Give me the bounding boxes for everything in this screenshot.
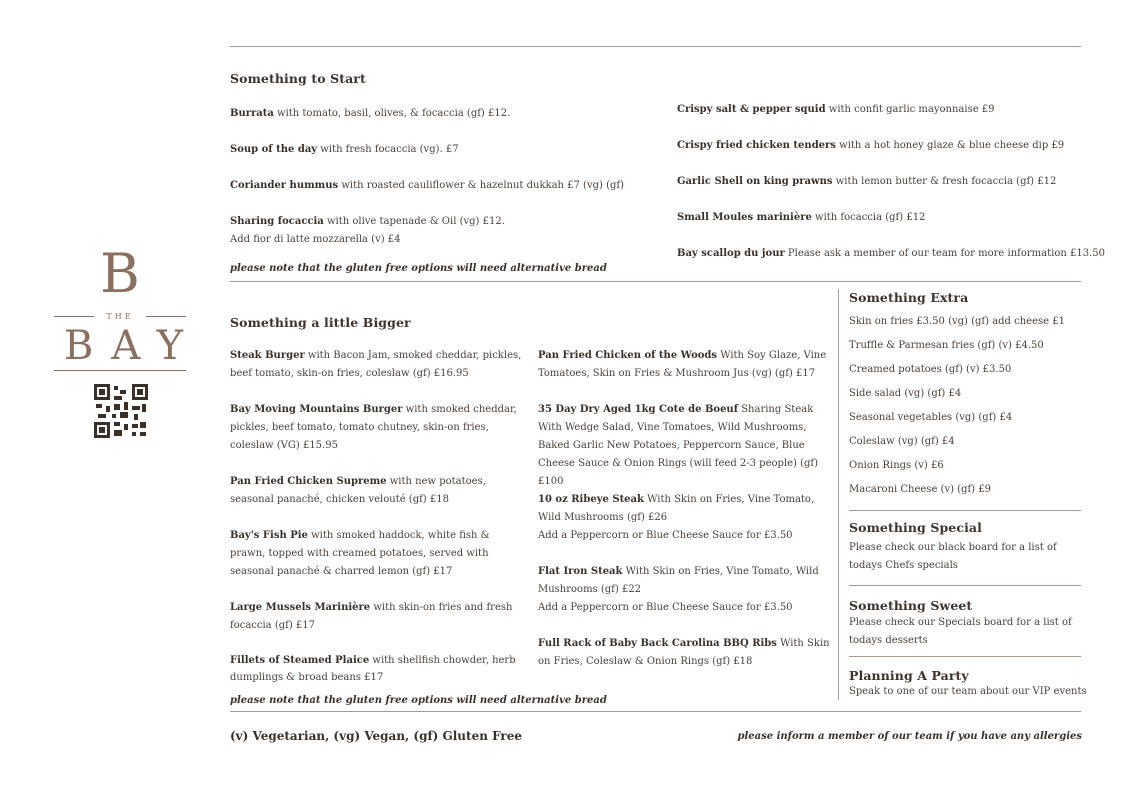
main-item: Pan Fried Chicken of the Woods With Soy Glaze, Vine Tomatoes, Skin on Fries & Mushroom Jus (vg) (gf) £17 [538, 350, 827, 379]
special-text: Please check our black board for a list of todays Chefs specials [849, 542, 1057, 571]
extra-item: Coleslaw (vg) (gf) £4 [849, 436, 955, 447]
extra-title: Something Extra [849, 290, 969, 305]
special-title: Something Special [849, 520, 982, 535]
main-item: Bay Moving Mountains Burger with smoked cheddar, pickles, beef tomato, tomato chutney, skin-on fries, coleslaw (VG) £15.95 [230, 404, 517, 451]
logo [50, 242, 202, 371]
mains-title: Something a little Bigger [230, 315, 411, 330]
main-item: Fillets of Steamed Plaice with shellfish chowder, herb dumplings & broad beans £17 [230, 655, 516, 683]
main-item: 10 oz Ribeye Steak With Skin on Fries, Vine Tomato, Wild Mushrooms (gf) £26 Add a Peppercorn or Blue Cheese Sauce for £3.50 [538, 494, 815, 541]
extra-item: Seasonal vegetables (vg) (gf) £4 [849, 412, 1013, 423]
logo-monogram: B [100, 242, 140, 305]
middle-divider [230, 281, 1081, 282]
allergy-note: please inform a member of our team if you have any allergies [737, 731, 1082, 742]
main-item: Bay's Fish Pie with smoked haddock, white fish & prawn, topped with creamed potatoes, served with seasonal panaché & charred lemon (gf) £17 [230, 530, 490, 577]
main-item: Full Rack of Baby Back Carolina BBQ Ribs With Skin on Fries, Coleslaw & Onion Rings (gf) £18 [538, 638, 830, 667]
starter-item: Soup of the day with fresh focaccia (vg). £7 [230, 144, 459, 155]
main-item: Steak Burger with Bacon Jam, smoked cheddar, pickles, beef tomato, skin-on fries, coleslaw (gf) £16.95 [230, 350, 522, 379]
party-text: Speak to one of our team about our VIP events [849, 686, 1087, 697]
sweet-divider [849, 656, 1081, 657]
extra-item: Onion Rings (v) £6 [849, 460, 944, 471]
starters-title: Something to Start [230, 71, 366, 86]
extra-item: Side salad (vg) (gf) £4 [849, 388, 962, 399]
starter-item: Sharing focaccia with olive tapenade & Oil (vg) £12. Add fior di latte mozzarella (v) £4 [230, 216, 505, 245]
starter-item: Small Moules marinière with focaccia (gf) £12 [677, 212, 926, 223]
mains-gf-note: please note that the gluten free options will need alternative bread [230, 695, 607, 706]
starter-item: Crispy salt & pepper squid with confit garlic mayonnaise £9 [677, 104, 995, 115]
special-divider [849, 585, 1081, 586]
main-item: Pan Fried Chicken Supreme with new potatoes, seasonal panaché, chicken velouté (gf) £18 [230, 476, 486, 505]
top-divider [230, 46, 1081, 47]
extra-item: Truffle & Parmesan fries (gf) (v) £4.50 [849, 340, 1044, 351]
main-item: Flat Iron Steak With Skin on Fries, Vine Tomato, Wild Mushrooms (gf) £22 Add a Peppercorn or Blue Cheese Sauce for £3.50 [538, 566, 819, 613]
extra-item: Macaroni Cheese (v) (gf) £9 [849, 484, 991, 495]
sweet-text: Please check our Specials board for a list of todays desserts [849, 617, 1072, 646]
main-item: Large Mussels Marinière with skin-on fries and fresh focaccia (gf) £17 [230, 602, 513, 631]
main-item: 35 Day Dry Aged 1kg Cote de Boeuf Sharing Steak With Wedge Salad, Vine Tomatoes, Wild Mushrooms, Baked Garlic New Potatoes, Peppercorn Sauce, Blue Cheese Sauce & Onion Rings (will feed 2-3 people) (gf) £100 [538, 404, 819, 487]
logo-name: BAY [64, 323, 202, 369]
extra-item: Skin on fries £3.50 (vg) (gf) add cheese £1 [849, 316, 1065, 327]
dietary-legend: (v) Vegetarian, (vg) Vegan, (gf) Gluten Free [230, 729, 523, 743]
party-title: Planning A Party [849, 668, 969, 683]
starter-item: Garlic Shell on king prawns with lemon butter & fresh focaccia (gf) £12 [677, 176, 1057, 187]
starter-item: Burrata with tomato, basil, olives, & focaccia (gf) £12. [230, 108, 511, 119]
starter-item: Crispy fried chicken tenders with a hot honey glaze & blue cheese dip £9 [677, 140, 1065, 151]
qr-code[interactable] [94, 384, 148, 438]
sidebar-divider [838, 289, 839, 700]
extra-divider [849, 510, 1081, 511]
sweet-title: Something Sweet [849, 598, 973, 613]
starters-gf-note: please note that the gluten free options will need alternative bread [230, 263, 607, 274]
starter-item: Coriander hummus with roasted cauliflower & hazelnut dukkah £7 (vg) (gf) [230, 180, 624, 191]
logo-the: THE [106, 312, 134, 321]
bottom-divider [230, 711, 1081, 712]
extra-item: Creamed potatoes (gf) (v) £3.50 [849, 364, 1012, 375]
starter-item: Bay scallop du jour Please ask a member of our team for more information £13.50 [677, 248, 1105, 259]
